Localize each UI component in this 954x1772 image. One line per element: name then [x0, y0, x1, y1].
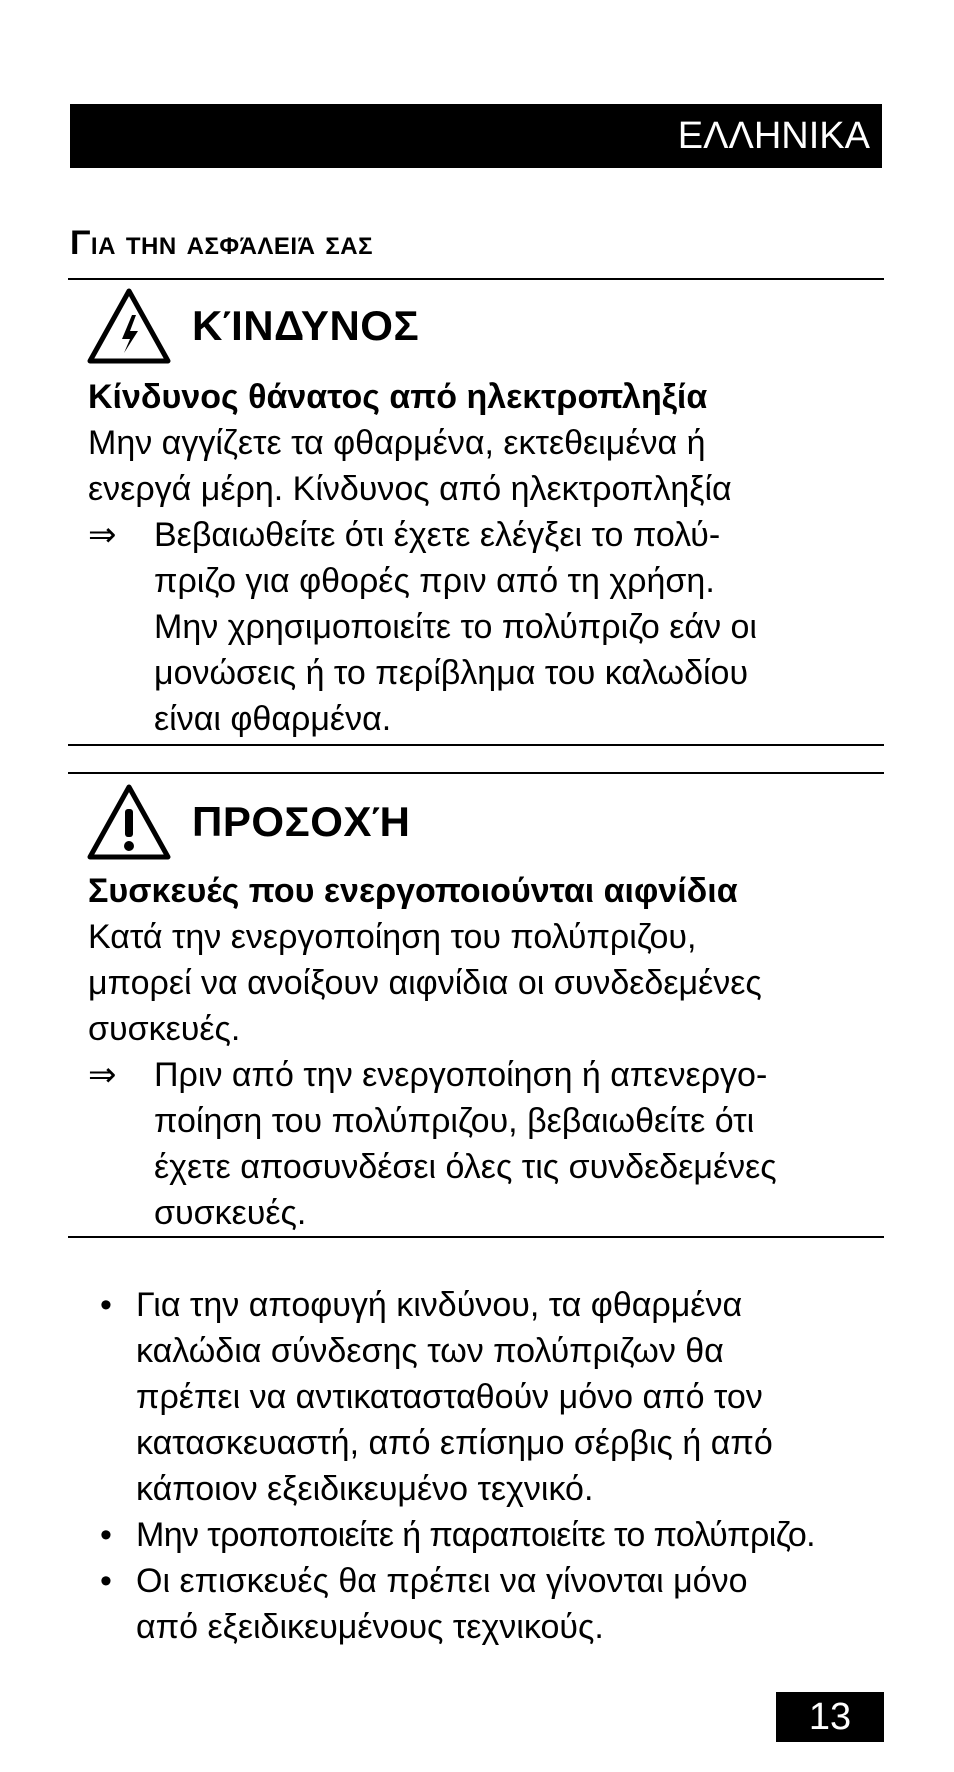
- caution-line: μπορεί να ανοίξουν αιφνίδια οι συνδεδεμένες: [88, 964, 762, 1002]
- caution-subtitle: Συσκευές που ενεργοποιούνται αιφνίδια: [88, 872, 738, 910]
- caution-action-line: έχετε αποσυνδέσει όλες τις συνδεδεμένες: [154, 1148, 777, 1186]
- bullet-line: από εξειδικευμένους τεχνικούς.: [136, 1608, 604, 1646]
- bullet-line: κατασκευαστή, από επίσημο σέρβις ή από: [136, 1424, 773, 1462]
- caution-top-rule: [68, 772, 884, 774]
- caution-line: συσκευές.: [88, 1010, 241, 1048]
- caution-line: Κατά την ενεργοποίηση του πολύπριζου,: [88, 918, 697, 956]
- danger-action-line: Μην χρησιμοποιείτε το πολύπριζο εάν οι: [154, 608, 757, 646]
- caution-action-line: ποίηση του πολύπριζου, βεβαιωθείτε ότι: [154, 1102, 755, 1140]
- bullet-icon: •: [100, 1516, 112, 1554]
- danger-action-line: μονώσεις ή το περίβλημα του καλωδίου: [154, 654, 749, 692]
- danger-action-line: είναι φθαρμένα.: [154, 700, 392, 738]
- bullet-icon: •: [100, 1562, 112, 1600]
- danger-action-line: Βεβαιωθείτε ότι έχετε ελέγξει το πολύ-: [154, 516, 721, 554]
- exclamation-warning-icon: [86, 783, 172, 861]
- list-item: [100, 1512, 890, 1558]
- danger-line: ενεργά μέρη. Κίνδυνος από ηλεκτροπληξία: [88, 470, 732, 508]
- danger-top-rule: [68, 278, 884, 280]
- caution-header: [86, 782, 410, 862]
- danger-action-line: πριζο για φθορές πριν από τη χρήση.: [154, 562, 715, 600]
- bullet-line: Για την αποφυγή κινδύνου, τα φθαρμένα: [136, 1286, 743, 1324]
- list-item: [100, 1558, 890, 1650]
- caution-title: ΠΡΟΣΟΧΉ: [192, 798, 411, 845]
- bullet-icon: •: [100, 1286, 112, 1324]
- bullet-line: Οι επισκευές θα πρέπει να γίνονται μόνο: [136, 1562, 748, 1600]
- caution-action-line: Πριν από την ενεργοποίηση ή απενεργο-: [154, 1056, 768, 1094]
- arrow-icon: ⇒: [88, 516, 117, 554]
- safety-bullet-list: [100, 1282, 890, 1650]
- caution-action-line: συσκευές.: [154, 1194, 307, 1232]
- danger-line: Μην αγγίζετε τα φθαρμένα, εκτεθειμένα ή: [88, 424, 706, 462]
- bullet-line: καλώδια σύνδεσης των πολύπριζων θα: [136, 1332, 724, 1370]
- danger-bottom-rule: [68, 744, 884, 746]
- danger-action: [88, 512, 878, 742]
- bullet-line: κάποιον εξειδικευμένο τεχνικό.: [136, 1470, 594, 1508]
- danger-body: [88, 374, 878, 742]
- page-number: 13: [776, 1692, 884, 1742]
- caution-action: [88, 1052, 878, 1236]
- electric-hazard-icon: [86, 287, 172, 365]
- danger-title: ΚΊΝΔΥΝΟΣ: [192, 302, 420, 349]
- arrow-icon: ⇒: [88, 1056, 117, 1094]
- list-item: [100, 1282, 890, 1512]
- caution-bottom-rule: [68, 1236, 884, 1238]
- language-header: [70, 104, 882, 168]
- language-label: ΕΛΛΗΝΙΚΑ: [677, 115, 870, 157]
- bullet-line: Μην τροποποιείτε ή παραποιείτε το πολύπριζο.: [136, 1516, 815, 1554]
- danger-subtitle: Κίνδυνος θάνατος από ηλεκτροπληξία: [88, 378, 708, 416]
- danger-header: [86, 286, 419, 366]
- bullet-line: πρέπει να αντικατασταθούν μόνο από τον: [136, 1378, 763, 1416]
- caution-body: [88, 868, 878, 1236]
- section-title: Για την ασφάλειά σας: [70, 224, 374, 262]
